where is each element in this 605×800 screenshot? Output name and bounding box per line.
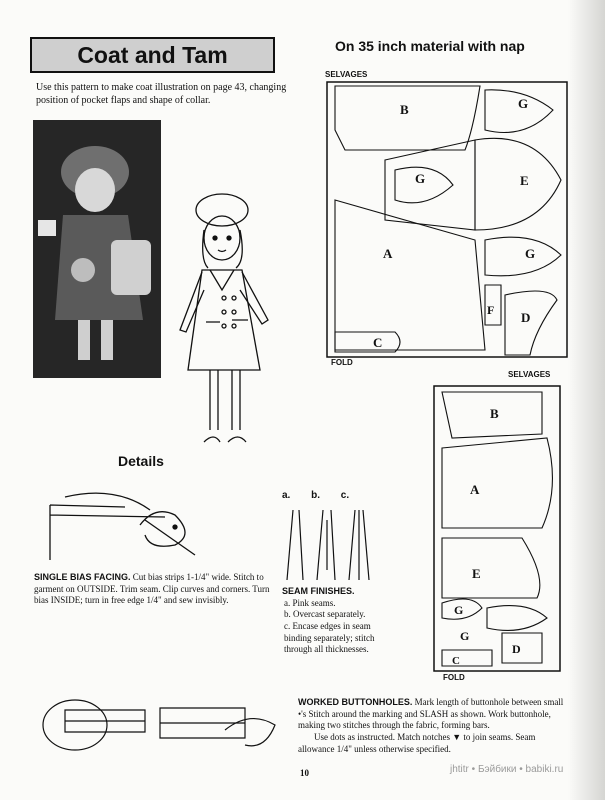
fold-label-1: FOLD — [331, 358, 353, 367]
piece-e: E — [520, 173, 529, 188]
seam-letter-b: b. — [311, 490, 321, 501]
piece-b: B — [400, 102, 409, 117]
piece-a: A — [383, 246, 393, 261]
piece-f: F — [487, 303, 495, 317]
cutting-layout-1 — [325, 70, 570, 380]
piece-g: G — [454, 603, 464, 617]
bias-facing-text — [34, 572, 282, 607]
piece-c: C — [373, 335, 383, 350]
fold-label-2: FOLD — [443, 673, 465, 682]
intro-text: Use this pattern to make coat illustration on page 43, changing position of pocket flaps and shape of collar. — [36, 82, 287, 106]
bias-facing-illustration — [45, 485, 245, 570]
seam-finishes-text — [282, 586, 394, 656]
girl-in-coat-illustration — [170, 180, 290, 465]
piece-g: G — [460, 629, 470, 643]
seam-letter-c: c. — [340, 490, 350, 501]
seam-letter-a: a. — [282, 490, 291, 501]
piece-c: C — [452, 655, 460, 667]
seam-item: c. Encase edges in seam binding separately; stitch through all thicknesses. — [284, 621, 375, 655]
piece-b: B — [490, 406, 499, 421]
piece-g: G — [525, 246, 536, 261]
doll-photo — [33, 120, 161, 378]
piece-d: D — [521, 310, 531, 325]
piece-d: D — [512, 642, 521, 656]
title-box — [30, 37, 275, 73]
piece-a: A — [470, 482, 480, 497]
buttonhole-title: WORKED BUTTONHOLES. — [298, 697, 413, 707]
selvages-label-2: SELVAGES — [508, 370, 551, 379]
details-heading: Details — [118, 453, 164, 469]
bias-title: SINGLE BIAS FACING. — [34, 572, 131, 582]
piece-g: G — [518, 96, 529, 111]
buttonhole-illustration — [35, 690, 295, 770]
page-number: 10 — [300, 768, 309, 778]
buttonhole-instructions: Mark length of buttonhole between small •'s Stitch around the marking and SLASH as shown. Work buttonhole, making two stitches through the fabric, forming bars. — [298, 697, 564, 731]
page-title: Coat and Tam — [77, 41, 228, 68]
piece-e: E — [472, 566, 481, 581]
cutting-layout-2 — [432, 378, 564, 683]
layout-heading: On 35 inch material with nap — [335, 38, 525, 54]
watermark: jhtitr • Бэйбики • babiki.ru — [450, 764, 564, 775]
selvages-label-1: SELVAGES — [325, 70, 368, 79]
seam-title: SEAM FINISHES. — [282, 586, 355, 596]
binder-shadow — [568, 0, 605, 800]
notch-instructions: Use dots as instructed. Match notches ▼ to join seams. Seam allowance 1/4" unless otherwise specified. — [298, 732, 536, 754]
bias-instructions: Cut bias strips 1-1/4" wide. Stitch to garment on OUTSIDE. Trim seam. Clip curves and corners. Turn bias INSIDE; turn in free edge 1/4" and sew invisibly. — [34, 572, 270, 606]
piece-g: G — [415, 171, 426, 186]
buttonholes-text — [298, 697, 568, 755]
seam-item: a. Pink seams. — [284, 597, 336, 608]
seam-finishes-illustration — [275, 500, 385, 590]
seam-item: b. Overcast separately. — [284, 609, 366, 620]
